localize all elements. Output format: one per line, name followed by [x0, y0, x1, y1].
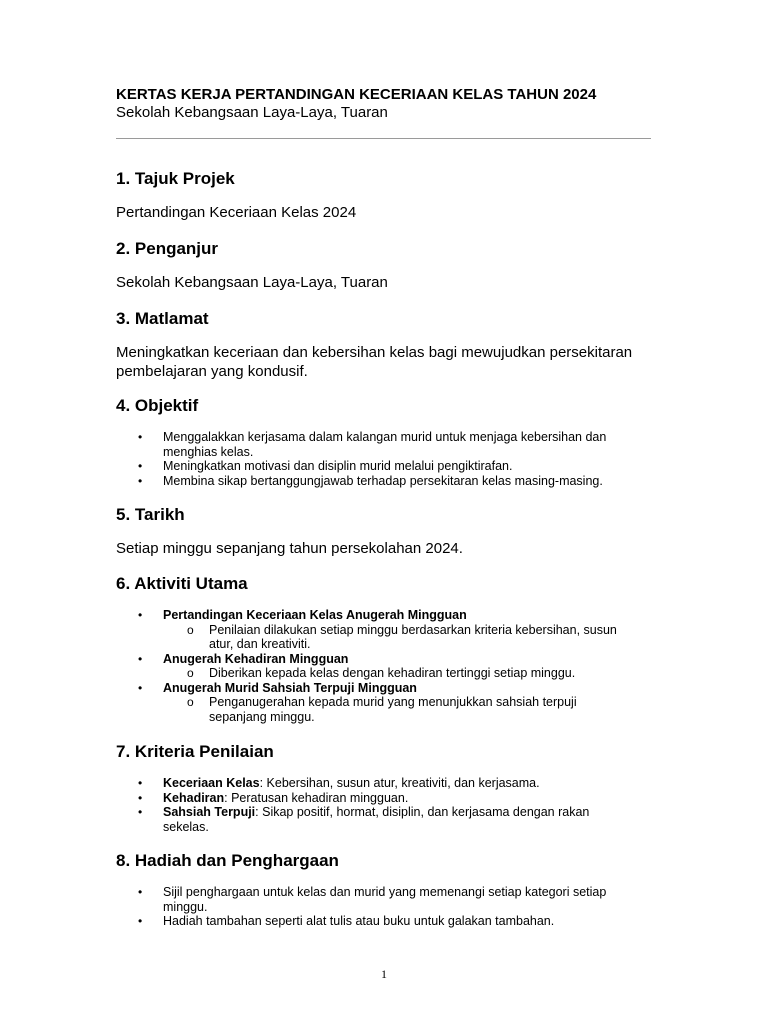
section-penganjur [116, 239, 666, 292]
list-item: • Sijil penghargaan untuk kelas dan murid yang memenangi setiap kategori setiap minggu. [116, 885, 616, 914]
item-text: : Kebersihan, susun atur, kreativiti, dan kerjasama. [259, 776, 540, 790]
hadiah-list [116, 885, 616, 929]
sub-list-item: o Diberikan kepada kelas dengan kehadiran tertinggi setiap minggu. [163, 666, 618, 681]
list-item: • Menggalakkan kerjasama dalam kalangan murid untuk menjaga kebersihan dan menghias kelas. [116, 430, 616, 459]
section-text: Sekolah Kebangsaan Laya-Laya, Tuaran [116, 274, 388, 291]
sub-list-item: o Penilaian dilakukan setiap minggu berdasarkan kriteria kebersihan, susun atur, dan kreativiti. [163, 623, 618, 652]
document-subtitle: Sekolah Kebangsaan Laya-Laya, Tuaran [116, 104, 388, 121]
section-heading: 2. Penganjur [116, 239, 219, 258]
list-item [116, 681, 656, 725]
section-kriteria-penilaian [116, 742, 666, 834]
section-heading: 3. Matlamat [116, 309, 209, 328]
document-title: KERTAS KERJA PERTANDINGAN KECERIAAN KELAS TAHUN 2024 [116, 86, 597, 103]
sub-list [163, 666, 618, 681]
section-heading: 6. Aktiviti Utama [116, 574, 248, 593]
item-title: Anugerah Kehadiran Mingguan [163, 651, 349, 666]
list-item: • Membina sikap bertanggungjawab terhadap persekitaran kelas masing-masing. [116, 474, 616, 489]
sub-list [163, 623, 618, 652]
section-tarikh [116, 505, 666, 558]
section-tajuk-projek [116, 169, 666, 222]
sub-list-item: o Penganugerahan kepada murid yang menunjukkan sahsiah terpuji sepanjang minggu. [163, 695, 618, 724]
item-label: Keceriaan Kelas [163, 776, 260, 790]
section-heading: 8. Hadiah dan Penghargaan [116, 851, 339, 870]
list-item [116, 791, 616, 806]
section-heading: 5. Tarikh [116, 505, 185, 524]
sub-list [163, 695, 618, 724]
item-title: Anugerah Murid Sahsiah Terpuji Mingguan [163, 680, 417, 695]
header-divider [116, 138, 651, 139]
item-label: Sahsiah Terpuji [163, 805, 256, 819]
section-hadiah-penghargaan [116, 851, 666, 929]
section-objektif [116, 396, 666, 488]
list-item [116, 805, 616, 834]
list-item [116, 608, 656, 652]
list-item [116, 652, 656, 681]
list-item: • Meningkatkan motivasi dan disiplin murid melalui pengiktirafan. [116, 459, 616, 474]
list-item [116, 776, 616, 791]
item-label: Kehadiran [163, 790, 225, 805]
section-text: Setiap minggu sepanjang tahun persekolahan 2024. [116, 540, 463, 557]
item-title: Pertandingan Keceriaan Kelas Anugerah Mingguan [163, 608, 467, 622]
section-aktiviti-utama [116, 574, 666, 724]
section-text: Pertandingan Keceriaan Kelas 2024 [116, 204, 357, 221]
item-text: : Sikap positif, hormat, disiplin, dan kerjasama dengan rakan sekelas. [163, 805, 590, 834]
page-number: 1 [381, 967, 387, 981]
objektif-list [116, 430, 616, 488]
list-item: • Hadiah tambahan seperti alat tulis atau buku untuk galakan tambahan. [116, 914, 616, 929]
section-heading: 1. Tajuk Projek [116, 169, 235, 188]
aktiviti-list [116, 608, 656, 724]
section-heading: 4. Objektif [116, 396, 199, 415]
kriteria-list [116, 776, 616, 834]
item-text: : Peratusan kehadiran mingguan. [224, 790, 409, 805]
section-text: Meningkatkan keceriaan dan kebersihan kelas bagi mewujudkan persekitaran pembelajaran yang kondusif. [116, 344, 633, 380]
section-heading: 7. Kriteria Penilaian [116, 742, 274, 761]
section-matlamat [116, 309, 666, 381]
